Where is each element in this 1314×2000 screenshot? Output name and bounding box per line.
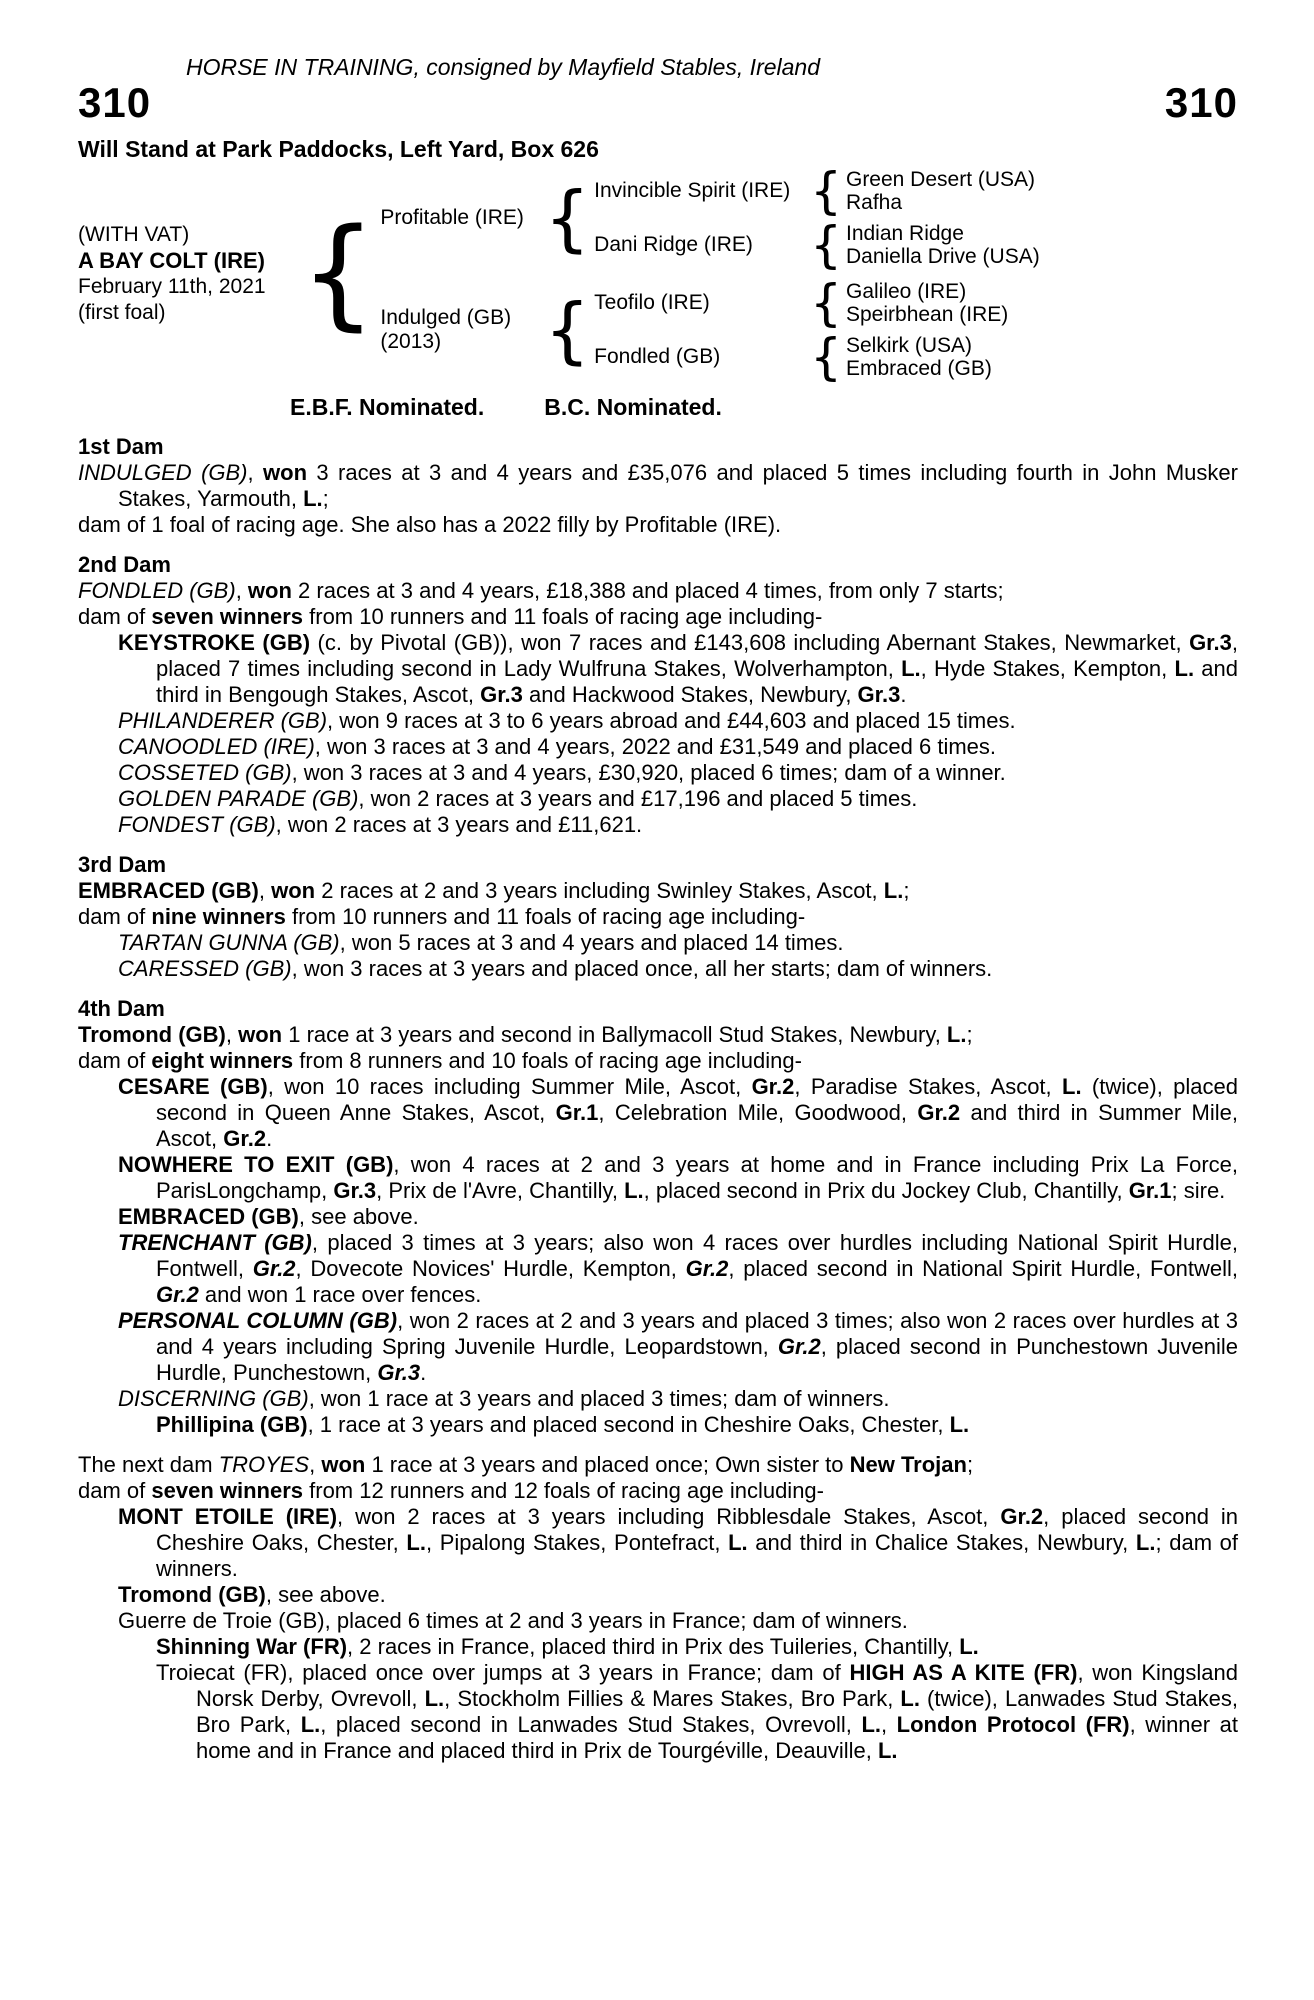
catalogue-paragraph: GOLDEN PARADE (GB), won 2 races at 3 years and £17,196 and placed 5 times. <box>118 786 918 811</box>
great-grandsire-name: Green Desert (USA) <box>845 168 1036 191</box>
first-foal-note: (first foal) <box>78 301 166 324</box>
parents-column <box>380 162 1040 386</box>
lot-number-left: 310 <box>78 79 152 126</box>
catalogue-paragraph: TARTAN GUNNA (GB), won 5 races at 3 and 4 years and placed 14 times. <box>118 930 844 955</box>
catalogue-paragraph: EMBRACED (GB), won 2 races at 2 and 3 years including Swinley Stakes, Ascot, L.; <box>78 878 910 903</box>
sire-dam-group <box>594 216 1040 274</box>
sire-sire-group <box>594 162 1040 220</box>
dam-sire-group <box>594 274 1009 332</box>
catalogue-paragraph: KEYSTROKE (GB) (c. by Pivotal (GB)), won 7 races and £143,608 including Abernant Stakes, Newmarket, Gr.3, placed 7 times including second in Lady Wulfruna Stakes, Wolverhampton, L., Hyde Stakes, Kempton, L. and third in Bengough Stakes, Ascot, Gr.3 and Hackwood Stakes, Newbury, Gr.3. <box>118 630 1238 707</box>
catalogue-paragraph: Guerre de Troie (GB), placed 6 times at 2 and 3 years in France; dam of winners. <box>118 1608 908 1633</box>
catalogue-paragraph: DISCERNING (GB), won 1 race at 3 years and placed 3 times; dam of winners. <box>118 1386 890 1411</box>
pedigree-brace-icon: { <box>810 162 842 220</box>
lot-number-row <box>78 79 1238 126</box>
catalogue-paragraph: dam of seven winners from 12 runners and 12 foals of racing age including- <box>78 1478 824 1503</box>
dam-dam-group <box>594 328 1008 386</box>
catalogue-paragraph: EMBRACED (GB), see above. <box>118 1204 419 1229</box>
section-heading: 2nd Dam <box>78 552 171 577</box>
catalogue-paragraph: dam of seven winners from 10 runners and 11 foals of racing age including- <box>78 604 823 629</box>
great-granddam-name: Rafha <box>845 191 903 214</box>
sire-name: Profitable (IRE) <box>380 206 524 229</box>
section-heading: 4th Dam <box>78 996 165 1021</box>
colt-foaling-date: February 11th, 2021 <box>78 275 266 298</box>
catalogue-paragraph: dam of eight winners from 8 runners and 10 foals of racing age including- <box>78 1048 802 1073</box>
catalogue-paragraph: PHILANDERER (GB), won 9 races at 3 to 6 years abroad and £44,603 and placed 15 times. <box>118 708 1016 733</box>
catalogue-paragraph: The next dam TROYES, won 1 race at 3 years and placed once; Own sister to New Trojan; <box>78 1452 974 1477</box>
great-granddam-name: Daniella Drive (USA) <box>845 245 1040 268</box>
catalogue-paragraph: Troiecat (FR), placed once over jumps at 3 years in France; dam of HIGH AS A KITE (FR), won Kingsland Norsk Derby, Ovrevoll, L., Stockholm Fillies & Mares Stakes, Bro Park, L. (twice), Lanwades Stud Stakes, Bro Park, L., placed second in Lanwades Stud Stakes, Ovrevoll, L., London Protocol (FR), winner at home and in France and placed third in Prix de Tourgéville, Deauville, L. <box>156 1660 1239 1763</box>
catalogue-paragraph: COSSETED (GB), won 3 races at 3 and 4 years, £30,920, placed 6 times; dam of a winner. <box>118 760 1006 785</box>
pedigree-table <box>78 162 1238 386</box>
catalogue-paragraph: NOWHERE TO EXIT (GB), won 4 races at 2 and 3 years at home and in France including Prix La Force, ParisLongchamp, Gr.3, Prix de l'Avre, Chantilly, L., placed second in Prix du Jockey Club, Chantilly, Gr.1; sire. <box>118 1152 1238 1203</box>
catalogue-paragraph: CARESSED (GB), won 3 races at 3 years and placed once, all her starts; dam of winners. <box>118 956 993 981</box>
great-granddam-name: Speirbhean (IRE) <box>845 303 1009 326</box>
vat-note: (WITH VAT) <box>78 223 190 246</box>
sire-dam-name: Dani Ridge (IRE) <box>594 233 753 256</box>
consignor-line: HORSE IN TRAINING, consigned by Mayfield Stables, Ireland <box>185 54 821 80</box>
catalogue-paragraph: CESARE (GB), won 10 races including Summer Mile, Ascot, Gr.2, Paradise Stakes, Ascot, L. (twice), placed second in Queen Anne Stakes, Ascot, Gr.1, Celebration Mile, Goodwood, Gr.2 and third in Summer Mile, Ascot, Gr.2. <box>118 1074 1238 1151</box>
catalogue-paragraph: Tromond (GB), see above. <box>118 1582 386 1607</box>
pedigree-brace-icon: { <box>810 216 842 274</box>
great-grandsire-name: Indian Ridge <box>845 222 964 245</box>
colt-info <box>78 222 296 326</box>
colt-name: A BAY COLT (IRE) <box>78 248 266 273</box>
catalogue-paragraph: INDULGED (GB), won 3 races at 3 and 4 years and £35,076 and placed 5 times including fourth in John Musker Stakes, Yarmouth, L.; <box>78 460 1238 511</box>
great-granddam-name: Embraced (GB) <box>845 357 992 380</box>
catalogue-paragraph: Phillipina (GB), 1 race at 3 years and placed second in Cheshire Oaks, Chester, L. <box>156 1412 970 1437</box>
great-grandsire-name: Galileo (IRE) <box>845 280 967 303</box>
dam-sections <box>78 434 1238 1778</box>
catalogue-paragraph: dam of 1 foal of racing age. She also has a 2022 filly by Profitable (IRE). <box>78 512 782 537</box>
catalogue-paragraph: CANOODLED (IRE), won 3 races at 3 and 4 years, 2022 and £31,549 and placed 6 times. <box>118 734 997 759</box>
pedigree-brace-icon: { <box>544 175 591 260</box>
section-heading: 3rd Dam <box>78 852 167 877</box>
catalogue-paragraph: FONDEST (GB), won 2 races at 3 years and £11,621. <box>118 812 643 837</box>
dam-name-block <box>380 306 540 354</box>
catalogue-paragraph: Tromond (GB), won 1 race at 3 years and second in Ballymacoll Stud Stakes, Newbury, L.; <box>78 1022 973 1047</box>
catalogue-paragraph: MONT ETOILE (IRE), won 2 races at 3 years including Ribblesdale Stakes, Ascot, Gr.2, placed second in Cheshire Oaks, Chester, L., Pipalong Stakes, Pontefract, L. and third in Chalice Stakes, Newbury, L.; dam of winners. <box>118 1504 1239 1581</box>
catalogue-paragraph: TRENCHANT (GB), placed 3 times at 3 years; also won 4 races over hurdles including National Spirit Hurdle, Fontwell, Gr.2, Dovecote Novices' Hurdle, Kempton, Gr.2, placed second in National Spirit Hurdle, Fontwell, Gr.2 and won 1 race over fences. <box>118 1230 1238 1307</box>
pedigree-brace-icon: { <box>810 328 842 386</box>
lot-number-right: 310 <box>1164 79 1238 126</box>
catalogue-paragraph: Shinning War (FR), 2 races in France, placed third in Prix des Tuileries, Chantilly, L. <box>156 1634 979 1659</box>
great-grandsire-name: Selkirk (USA) <box>845 334 972 357</box>
dam-dam-name: Fondled (GB) <box>594 345 721 368</box>
dam-name: Indulged (GB) <box>380 306 512 329</box>
pedigree-brace-icon: { <box>544 287 591 372</box>
dam-group <box>380 274 1039 386</box>
catalogue-paragraph: FONDLED (GB), won 2 races at 3 and 4 years, £18,388 and placed 4 times, from only 7 starts; <box>78 578 1004 603</box>
nominations <box>78 394 1238 420</box>
section-heading: 1st Dam <box>78 434 164 459</box>
sire-sire-name: Invincible Spirit (IRE) <box>594 179 791 202</box>
catalogue-paragraph: dam of nine winners from 10 runners and 11 foals of racing age including- <box>78 904 806 929</box>
pedigree-brace-icon: { <box>810 274 842 332</box>
sire-group <box>380 162 1040 274</box>
dam-foaling-year: (2013) <box>380 330 442 353</box>
ebf-nominated: E.B.F. Nominated. <box>290 394 485 420</box>
pedigree-brace-icon: { <box>300 204 377 344</box>
stand-location: Will Stand at Park Paddocks, Left Yard, Box 626 <box>78 136 599 162</box>
dam-sire-name: Teofilo (IRE) <box>594 291 710 314</box>
bc-nominated: B.C. Nominated. <box>544 394 722 420</box>
catalogue-paragraph: PERSONAL COLUMN (GB), won 2 races at 2 and 3 years and placed 3 times; also won 2 races over hurdles at 3 and 4 years including Spring Juvenile Hurdle, Leopardstown, Gr.2, placed second in Punchestown Juvenile Hurdle, Punchestown, Gr.3. <box>118 1308 1239 1385</box>
